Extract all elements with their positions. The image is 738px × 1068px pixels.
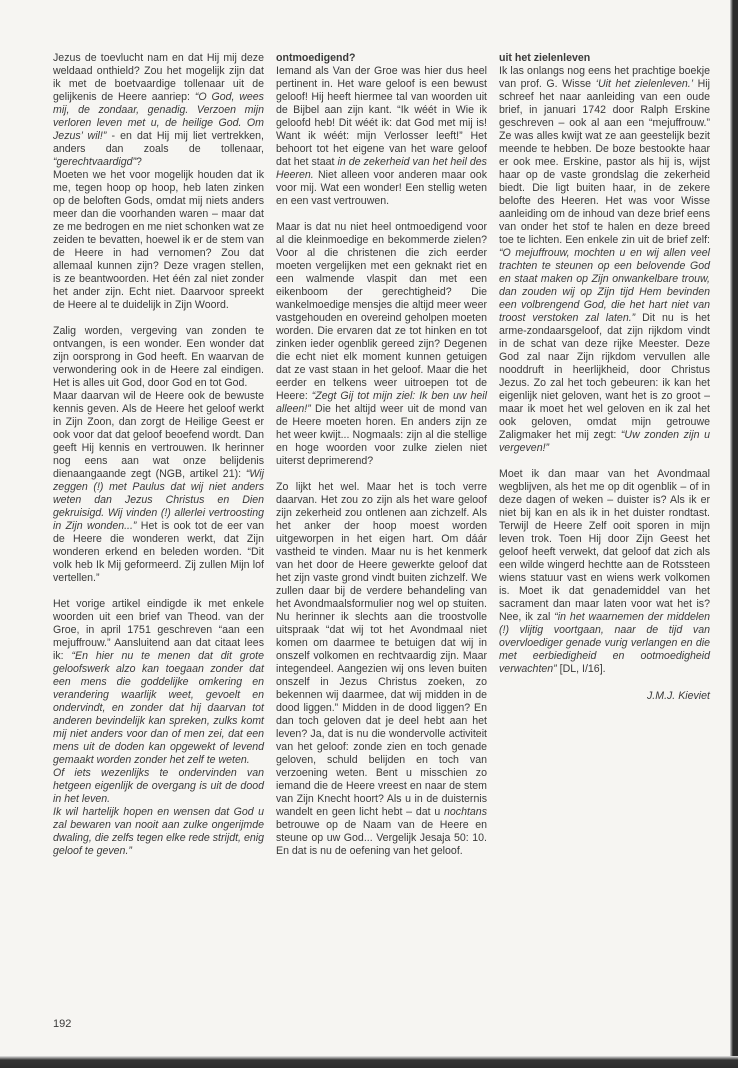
- paragraph: Jezus de toevlucht nam en dat Hij mij deze weldaad onthield? Zou het mogelijk zijn dat ik met de boetvaardige tollenaar uit de gelijkenis de Heere aanriep: “O God, wees mij, de zondaar, genadig. Verzoen mijn verloren leven met u, de heilige God. Om Jezus’ wil!” - en dat Hij mij liet vertrekken, anders dan zoals de tollenaar, “gerechtvaardigd”?: [53, 52, 264, 168]
- page-bottom-shadow: [0, 1056, 738, 1068]
- text-column-3: [499, 52, 710, 703]
- paragraph: Iemand als Van der Groe was hier dus heel pertinent in. Het ware geloof is een bewust geloof! Hij heeft hiermee tal van woorden uit de Bijbel aan zijn kant. “Ik wéét in Wie ik geloofd heb! Dit wéét ik: dat God met mij is! Want ik wéét: mijn Verlosser leeft!” Het behoort tot het eigene van het ware geloof dat het staat in de zekerheid van het heil des Heeren. Niet alleen voor anderen maar ook voor mij. Wat een wonder! Een stellig weten en een vast vertrouwen.: [276, 65, 487, 207]
- section-heading: uit het zielenleven: [499, 52, 591, 64]
- page-edge-shadow: [730, 0, 738, 1068]
- paragraph: Het vorige artikel eindigde ik met enkele woorden uit een brief van Theod. van der Groe, in april 1751 geschreven “aan een mejuffrouw.” Aansluitend aan dat citaat lees ik: “En hier nu te menen dat dit grote geloofswerk alzo kan toegaan zonder dat een mens die goddelijke omkering en verandering waarlijk weet, gevoelt en ondervindt, en zonder dat hij daarvan tot anderen bevindelijk kan spreken, zulks komt mij niet anders voor dan of men zei, dat een mens uit de doden kan opgewekt of levend gemaakt worden zonder het zelf te weten.: [53, 598, 264, 766]
- section-heading: ontmoedigend?: [276, 52, 356, 64]
- paragraph: Moet ik dan maar van het Avondmaal wegblijven, als het me op dit ogenblik – of in deze dagen of weken – duister is? Als ik er niet bij kan en als ik in het duister rondtast. Terwijl de Heere Zelf ooit sporen in mijn leven trok. Toen Hij door Zijn Geest het geloof heeft verwekt, dat geloof dat zich als een wilde wingerd hechtte aan de Rotssteen wiens statuur vast en wiens werk volkomen is. Moet ik dat genademiddel van het sacrament dan maar laten voor wat het is? Nee, ik zal “in het waarnemen der middelen (!) vlijtig voortgaan, naar de tijd van overvloediger genade vurig verlangen en die met eerbiedigheid en ootmoedigheid verwachten” [DL, I/16].: [499, 468, 710, 675]
- paragraph: Moeten we het voor mogelijk houden dat ik me, tegen hoop op hoop, heb laten zinken op de beloften Gods, omdat mij niets anders meer dan die voorhanden waren – maar dat ze me bedrogen en me niet schonken wat ze zeiden te bevatten, hoewel ik er de stem van de Heere in had vernomen? Zou dat allemaal kunnen zijn? Deze vragen stellen, is ze beantwoorden. Het één zal niet zonder het ander zijn. Echt niet. Daarvoor spreekt de Heere al te duidelijk in Zijn Woord.: [53, 169, 264, 311]
- paragraph: Ik wil hartelijk hopen en wensen dat God u zal bewaren van nooit aan zulke ongerijmde dwaling, die zelfs tegen elke rede strijdt, enig geloof te geven.”: [53, 806, 264, 857]
- text-column-2: [276, 52, 487, 858]
- paragraph: Zo lijkt het wel. Maar het is toch verre daarvan. Het zou zo zijn als het ware geloof zijn zekerheid zou ontlenen aan zichzelf. Als het anker der hoop moest worden uitgeworpen in het eigen hart. Om dáár vastheid te vinden. Maar nu is het kenmerk van het door de Heere gewerkte geloof dat het zijn vaste grond vindt buiten zichzelf. We zullen daar bij de verdere behandeling van het Avondmaalsformulier nog wel op stuiten. Nu herinner ik slechts aan die troostvolle uitspraak “dat wij tot het Avondmaal niet komen om daarmee te betuigen dat wij in onszelf volkomen en rechtvaardig zijn. Maar integendeel. Aangezien wij ons leven buiten onszelf in Jezus Christus zoeken, zo bekennen wij daarmee, dat wij midden in de dood liggen.” Midden in de dood liggen? En dan toch geloven dat je deel hebt aan het leven? Ja, dat is nu die wondervolle activiteit van het geloof: zonde zien en toch genade geloven, schuld belijden en toch van verzoening weten. Bent u misschien zo iemand die de Heere vreest en naar de stem van Zijn Knecht hoort? Als u in de duisternis wandelt en geen licht hebt – dat u nochtans betrouwe op de Naam van de Heere en steune op uw God... Vergelijk Jesaja 50: 10. En dat is nu de oefening van het geloof.: [276, 481, 487, 857]
- author-signature: J.M.J. Kieviet: [647, 690, 710, 702]
- paragraph: Ik las onlangs nog eens het prachtige boekje van prof. G. Wisse ‘Uit het zielenleven.’ Hij schreef het naar aanleiding van een oude brief, in januari 1742 door Ralph Erskine geschreven – ook al aan een “mejuffrouw.” Ze was alles kwijt wat ze aan geestelijk bezit meende te hebben. De boze bestookte haar er ook mee. Erskine, pastor als hij is, wijst haar op de vaste grondslag die zekerheid biedt. Die ligt buiten haar, in de zekere belofte des Heeren. Het was voor Wisse aanleiding om de inhoud van deze brief eens van onder het stof te halen en deze breed toe te lichten. Een enkele zin uit de brief zelf: “O mejuffrouw, mochten u en wij allen veel trachten te steunen op een belovende God en staat maken op Zijn onwankelbare trouw, dan zouden wij op Zijn tijd Hem bevinden een volbrengend God, die het hart niet van troost verstoken zal laten.” Dit nu is het arme-zondaarsgeloof, dat zijn rijkdom vindt in de schat van deze rijke Meester. Deze God zal naar Zijn rijkdom vervullen alle nooddruft in heerlijkheid, door Christus Jezus. Zo zal het toch gebeuren: ik kan het eigenlijk niet geloven, want het is zo groot – maar ik moet het wel geloven en ik zal het ook geloven, omdat mijn getrouwe Zaligmaker het mij zegt: “Uw zonden zijn u vergeven!”: [499, 65, 711, 454]
- page-number: 192: [53, 1018, 72, 1030]
- paragraph: Of iets wezenlijks te ondervinden van hetgeen eigenlijk de overgang is uit de dood in het leven.: [53, 767, 264, 805]
- paragraph: Maar is dat nu niet heel ontmoedigend voor al die kleinmoedige en bekommerde zielen? Voor al die christenen die zich eerder moeten vergelijken met een geknakt riet en een walmende vlaspit dan met een eikenboom der gerechtigheid? Die wankelmoedige mensjes die altijd meer weer vastgehouden en overeind geholpen moeten worden. Die ervaren dat ze tot hinken en tot zinken ieder ogenblik gereed zijn? Degenen die echt niet elk moment kunnen getuigen dat ze vast staan in het geloof. Maar die het eerder en telkens weer uitroepen tot de Heere: “Zegt Gij tot mijn ziel: Ik ben uw heil alleen!” Die het altijd weer uit de mond van de Heere moeten horen. En anders zijn ze het weer kwijt... Nogmaals: zijn al die stellige en hoge woorden voor zulke zielen niet uiterst deprimerend?: [276, 221, 487, 467]
- paragraph: Maar daarvan wil de Heere ook de bewuste kennis geven. Als de Heere het geloof werkt in Zijn Zoon, dan zorgt de Heilige Geest er ook voor dat dat geloof beoefend wordt. Dan geeft Hij kennis en vertrouwen. Ik herinner nog eens aan wat onze belijdenis dienaangaande zegt (NGB, artikel 21): “Wij zeggen (!) met Paulus dat wij niet anders weten dan Jezus Christus en Dien gekruisigd. Wij vinden (!) allerlei vertroosting in Zijn wonden...” Het is ook tot de eer van de Heere die wonderen werkt, dat Zijn wonderen erkend en beleden worden. “Dit volk heb Ik Mij geformeerd. Zij zullen Mijn lof vertellen.”: [53, 390, 265, 584]
- text-column-1: [53, 52, 264, 858]
- paragraph: Zalig worden, vergeving van zonden te ontvangen, is een wonder. Een wonder dat zijn oorsprong in God heeft. En waarvan de verwondering ook in de Heere zal eindigen. Het is alles uit God, door God en tot God.: [53, 325, 264, 389]
